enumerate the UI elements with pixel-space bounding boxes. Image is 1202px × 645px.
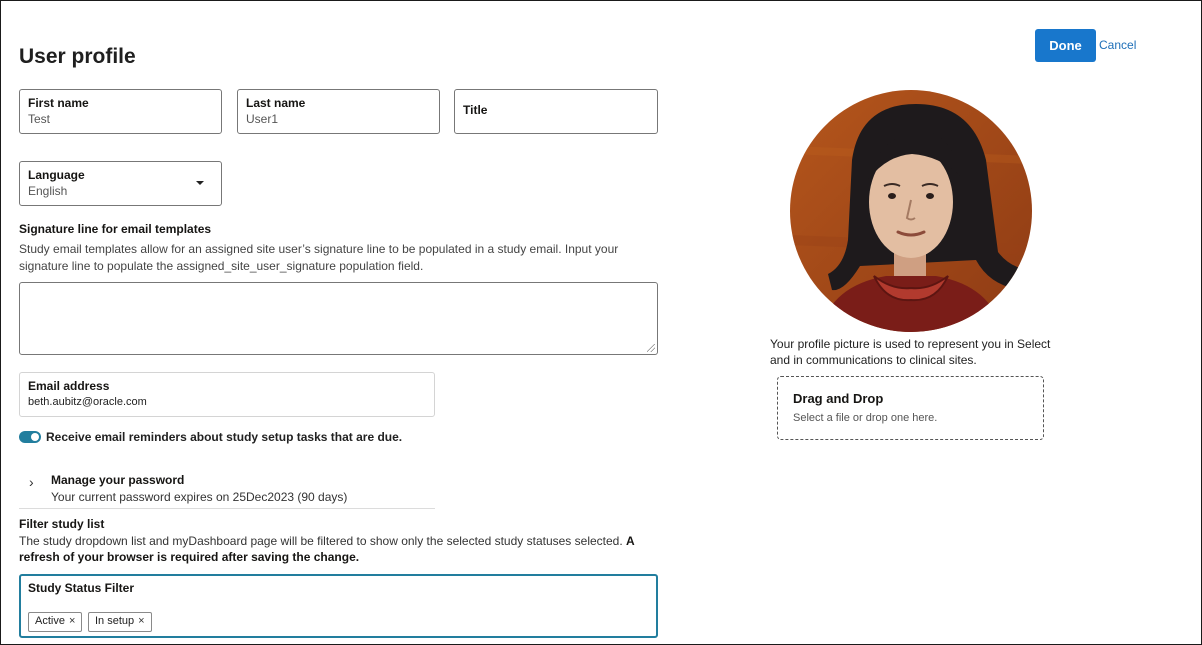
email-value: beth.aubitz@oracle.com	[28, 396, 147, 408]
toggle-knob	[31, 433, 39, 441]
last-name-field[interactable]	[237, 89, 440, 134]
profile-picture-caption: Your profile picture is used to represent you in Select and in communications to clinical sites.	[770, 337, 1051, 367]
study-status-filter[interactable]	[19, 574, 658, 638]
filter-heading: Filter study list	[19, 517, 105, 531]
chevron-right-icon[interactable]: ›	[29, 474, 34, 490]
close-icon[interactable]: ×	[68, 615, 76, 627]
first-name-field[interactable]	[19, 89, 222, 134]
dropzone-title: Drag and Drop	[793, 391, 884, 406]
first-name-value[interactable]: Test	[28, 112, 51, 126]
language-value: English	[28, 184, 68, 198]
divider	[19, 508, 435, 509]
close-icon[interactable]: ×	[138, 615, 145, 627]
password-expiry-text: Your current password expires on 25Dec2023 (90 days)	[51, 490, 348, 504]
chip-label: In setup	[95, 615, 135, 627]
language-select[interactable]	[19, 161, 222, 206]
signature-description: Study email templates allow for an assigned site user’s signature line to be populated in a study email. Input your signature line to populate the assigned_site_user_signature population field.	[19, 242, 619, 273]
title-field[interactable]	[454, 89, 658, 134]
signature-textarea[interactable]	[19, 282, 658, 355]
dropzone-description: Select a file or drop one here.	[793, 412, 938, 424]
email-reminder-label: Receive email reminders about study setup tasks that are due.	[46, 430, 403, 444]
last-name-value[interactable]: User1	[246, 112, 279, 126]
language-label: Language	[28, 168, 85, 182]
email-reminder-toggle[interactable]	[19, 431, 41, 443]
chip-label: Active	[35, 615, 65, 627]
caret-down-icon[interactable]	[196, 181, 204, 185]
done-button[interactable]: Done	[1035, 29, 1096, 62]
chip-active	[28, 612, 82, 632]
signature-heading: Signature line for email templates	[19, 222, 212, 236]
email-label: Email address	[28, 379, 110, 393]
avatar	[790, 90, 1032, 332]
filter-description-text: The study dropdown list and myDashboard page will be filtered to show only the selected study statuses selected.	[19, 534, 627, 548]
study-status-filter-label: Study Status Filter	[28, 581, 135, 595]
filter-description-bold: A refresh of your browser is required after saving the change.	[19, 534, 635, 564]
chip-in-setup	[88, 612, 152, 632]
file-dropzone[interactable]	[777, 376, 1044, 440]
email-field	[19, 372, 435, 417]
page-title: User profile	[19, 45, 136, 68]
last-name-label: Last name	[246, 96, 306, 110]
manage-password-title[interactable]: Manage your password	[51, 473, 185, 487]
filter-description	[19, 533, 649, 565]
resize-grip-icon[interactable]	[647, 344, 655, 352]
first-name-label: First name	[28, 96, 89, 110]
cancel-link[interactable]: Cancel	[1099, 38, 1137, 52]
title-label: Title	[463, 103, 488, 117]
